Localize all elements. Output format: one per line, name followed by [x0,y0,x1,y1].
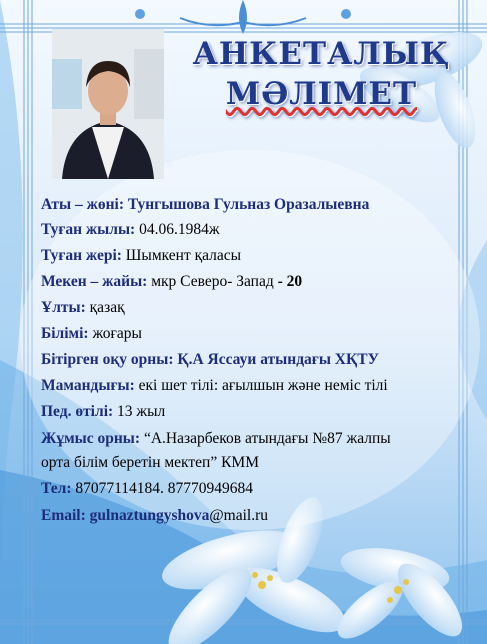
label-birth-year: Туған жылы: [41,221,136,238]
row-birth-place [41,246,241,265]
label-address: Мекен – жайы: [41,273,148,290]
label-nationality: Ұлты: [41,299,86,316]
row-workplace-cont [41,453,259,472]
row-experience [41,402,165,421]
row-birth-year [41,220,220,239]
label-birth-place: Туған жері: [41,247,122,264]
title-line-2 [184,76,459,112]
value-experience: 13 жыл [117,403,166,420]
value-address: мкр Северо- Запад [151,273,274,290]
title-line-1: АНКЕТАЛЫҚ [192,36,451,72]
label-graduated: Бітірген оқу орны: [41,351,174,368]
row-workplace [41,429,391,448]
label-workplace: Жұмыс орны: [41,430,141,447]
profile-photo [52,29,164,179]
row-graduated [41,350,379,369]
row-specialty [41,376,388,395]
label-specialty: Мамандығы: [41,377,135,394]
value-name: Тунгышова Гульназ Оразалыевна [127,196,370,213]
row-name [41,195,369,214]
value-education: жоғары [92,325,142,342]
value-email-domain: @mail.ru [209,507,268,524]
value-nationality: қазақ [89,299,125,316]
title-line-2-text: МӘЛІМЕТ [225,76,418,112]
value-phone: 87077114184. 87770949684 [75,480,254,497]
label-email: Email: [41,507,86,524]
label-experience: Пед. өтілі: [41,403,114,420]
row-nationality [41,298,125,317]
label-education: Білімі: [41,325,89,342]
value-email-user: gulnaztungyshova [89,507,210,524]
value-workplace-line2: орта білім беретін мектеп” КММ [41,454,259,471]
row-education [41,324,142,343]
row-phone [41,479,253,498]
value-birth-place: Шымкент қаласы [125,247,242,264]
label-phone: Тел: [41,480,72,497]
row-email [41,506,268,525]
value-graduated: Қ.А Яссауи атындағы ХҚТУ [177,351,379,368]
value-birth-year: 04.06.1984ж [139,221,220,238]
label-name: Аты – жөні: [41,196,125,213]
value-specialty: екі шет тілі: ағылшын және неміс тілі [138,377,388,394]
value-address-number: - 20 [277,273,303,290]
value-workplace-line1: “А.Назарбеков атындағы №87 жалпы [143,430,391,447]
row-address [41,272,302,291]
